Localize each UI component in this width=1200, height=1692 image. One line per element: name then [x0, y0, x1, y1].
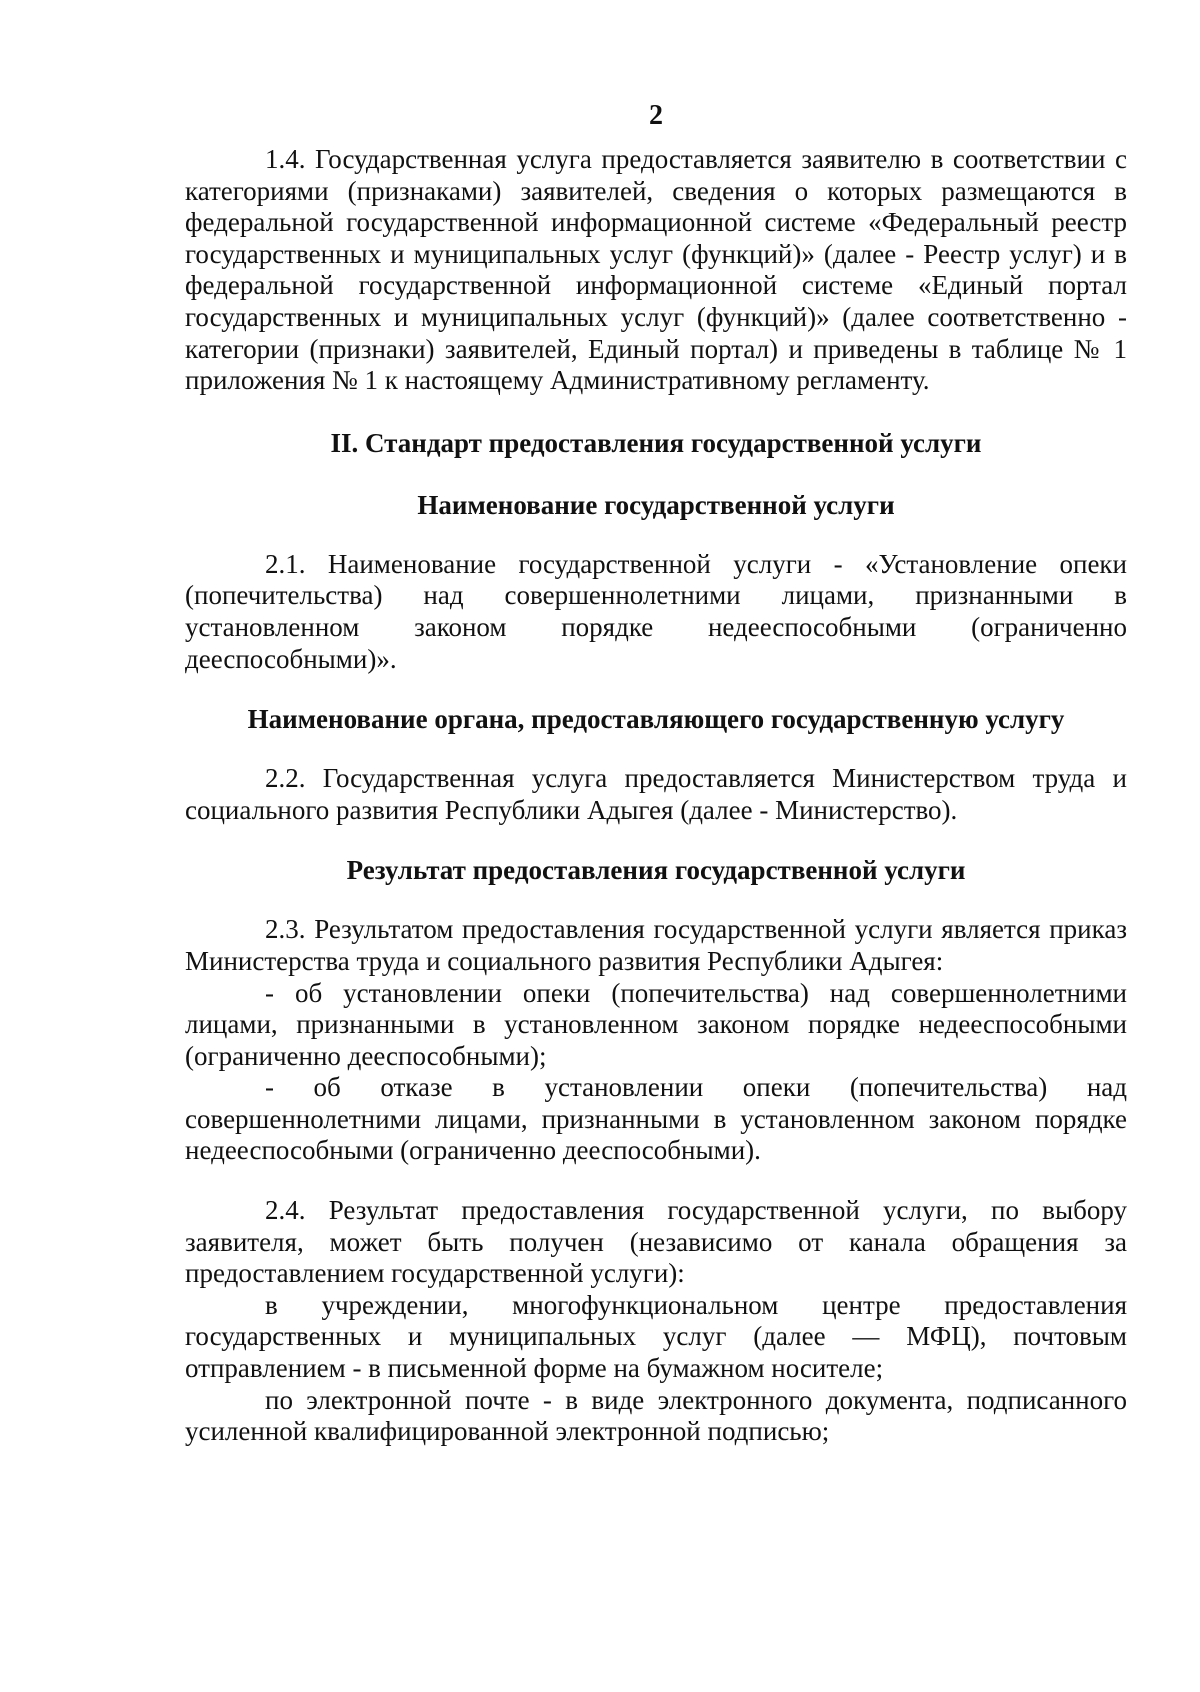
spacer — [185, 826, 1127, 854]
heading-organ-name: Наименование органа, предоставляющего государственную услугу — [247, 704, 1065, 735]
paragraph-2-4: 2.4. Результат предоставления государственной услуги, по выбору заявителя, может быть получен (независимо от канала обращения за предоставлением государственной услуги): — [185, 1195, 1127, 1289]
paragraph-2-4-item-paper: в учреждении, многофункциональном центре предоставления государственных и муниципальных услуг (далее — МФЦ), почтовым отправлением - в письменной форме на бумажном носителе; — [185, 1289, 1127, 1384]
paragraph-2-3-item-approve: - об установлении опеки (попечительства) над совершеннолетними лицами, признанными в установленном законом порядке недееспособными (ограниченно дееспособными); — [185, 977, 1127, 1071]
spacer — [185, 459, 1127, 489]
spacer — [185, 397, 1127, 427]
paragraph-2-3: 2.3. Результатом предоставления государственной услуги является приказ Министерства труда и социального развития Республики Адыгея: — [185, 914, 1127, 976]
paragraph-2-1: 2.1. Наименование государственной услуги - «Установление опеки (попечительства) над совершеннолетними лицами, признанными в установленном законом порядке недееспособными (ограниченно дееспособными)». — [185, 548, 1127, 674]
section-2-title: II. Стандарт предоставления государственной услуги — [330, 427, 982, 458]
page-number: 2 — [649, 100, 663, 131]
heading-service-name: Наименование государственной услуги — [417, 489, 895, 520]
document-page — [185, 100, 1127, 1448]
spacer — [185, 886, 1127, 914]
spacer — [185, 675, 1127, 703]
heading-service-result: Результат предоставления государственной услуги — [346, 855, 966, 886]
spacer — [185, 735, 1127, 763]
paragraph-2-4-item-email: по электронной почте - в виде электронного документа, подписанного усиленной квалифицированной электронной подписью; — [185, 1384, 1127, 1447]
paragraph-2-2: 2.2. Государственная услуга предоставляется Министерством труда и социального развития Республики Адыгея (далее - Министерство). — [185, 763, 1127, 825]
spacer — [185, 1167, 1127, 1195]
paragraph-1-4: 1.4. Государственная услуга предоставляется заявителю в соответствии с категориями (признаками) заявителей, сведения о которых размещаются в федеральной государственной информационной системе «Федеральный реестр государственных и муниципальных услуг (функций)» (далее - Реестр услуг) и в федеральной государственной информационной системе «Единый портал государственных и муниципальных услуг (функций)» (далее соответственно - категории (признаки) заявителей, Единый портал) и приведены в таблице № 1 приложения № 1 к настоящему Административному регламенту. — [185, 144, 1127, 396]
spacer — [185, 521, 1127, 549]
paragraph-2-3-item-refuse: - об отказе в установлении опеки (попечительства) над совершеннолетними лицами, признанными в установленном законом порядке недееспособными (ограниченно дееспособными). — [185, 1072, 1127, 1166]
